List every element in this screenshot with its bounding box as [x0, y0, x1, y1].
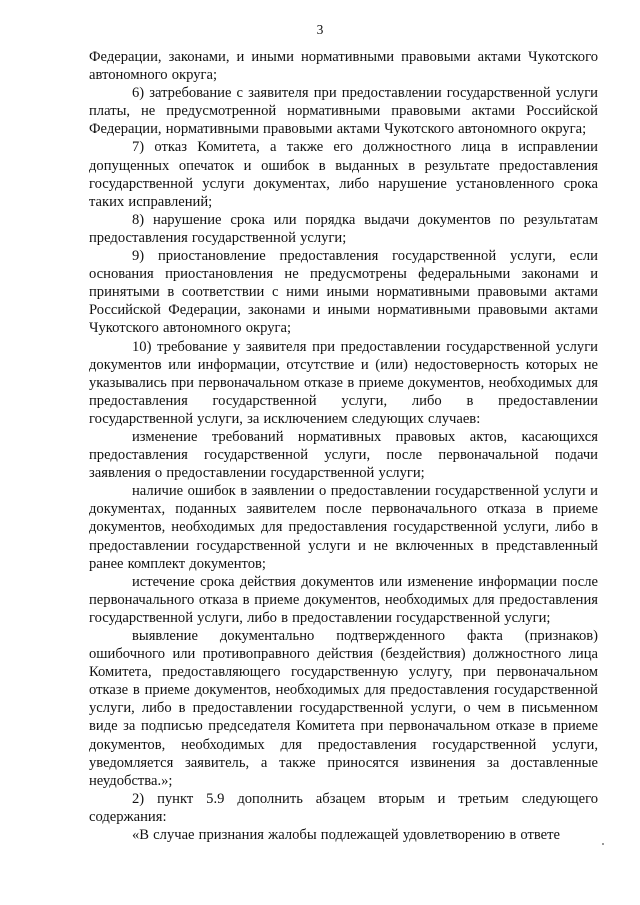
paragraph-item-8: 8) нарушение срока или порядка выдачи документов по результатам предоставления государственной услуги; — [89, 211, 598, 246]
document-body — [89, 48, 598, 844]
paragraph-item-6: 6) затребование с заявителя при предоставлении государственной услуги платы, не предусмотренной нормативными правовыми актами Российской Федерации, нормативными правовыми актами Чукотского автономного округа; — [89, 85, 598, 138]
page-number: 3 — [316, 22, 324, 37]
paragraph-item-9: 9) приостановление предоставления государственной услуги, если основания приостановления не предусмотрены федеральными законами и принятыми в соответствии с ними иными нормативными правовыми актами Российской Федерации, законами и иными нормативными правовыми актами Чукотского автономного округа; — [89, 248, 598, 337]
paragraph-continuation: Федерации, законами, и иными нормативными правовыми актами Чукотского автономного округа; — [89, 49, 598, 84]
paragraph-quote-start: «В случае признания жалобы подлежащей удовлетворению в ответе — [132, 827, 561, 844]
paragraph-exception-4: выявление документально подтвержденного факта (признаков) ошибочного или противоправного действия (бездействия) должностного лица Комитета, предоставляющего государственную услугу, при первоначальном отказе в приеме документов, необходимых для предоставления государственной услуги, либо в предоставлении государственной услуги, о чем в письменном виде за подписью председателя Комитета при первоначальном отказе в приеме документов, необходимых для предоставления государственной услуги, уведомляется заявитель, а также приносятся извинения за доставленные неудобства.»; — [89, 628, 598, 789]
paragraph-exception-2: наличие ошибок в заявлении о предоставлении государственной услуги и документах, поданных заявителем после первоначального отказа в приеме документов, необходимых для предоставления государственной услуги, либо в предоставлении государственной услуги и не включенных в представленный ранее комплект документов; — [89, 483, 598, 572]
paragraph-exception-1: изменение требований нормативных правовых актов, касающихся предоставления государственной услуги, после первоначальной подачи заявления о предоставлении государственной услуги; — [89, 428, 598, 482]
scan-speck — [602, 843, 604, 845]
paragraph-item-10: 10) требование у заявителя при предоставлении государственной услуги документов или информации, отсутствие и (или) недостоверность которых не указывались при первоначальном отказе в приеме документов, необходимых для предоставления государственной услуги, либо в предоставлении государственной услуги, за исключением следующих случаев: — [89, 338, 598, 427]
paragraph-item-7: 7) отказ Комитета, а также его должностного лица в исправлении допущенных опечаток и ошибок в выданных в результате предоставления государственной услуги документах, либо нарушение установленного срока таких исправлений; — [89, 139, 598, 210]
paragraph-amendment-2: 2) пункт 5.9 дополнить абзацем вторым и третьим следующего содержания: — [89, 790, 598, 825]
paragraph-exception-3: истечение срока действия документов или изменение информации после первоначального отказа в приеме документов, необходимых для предоставления государственной услуги, либо в предоставлении государственной услуги; — [89, 573, 598, 626]
